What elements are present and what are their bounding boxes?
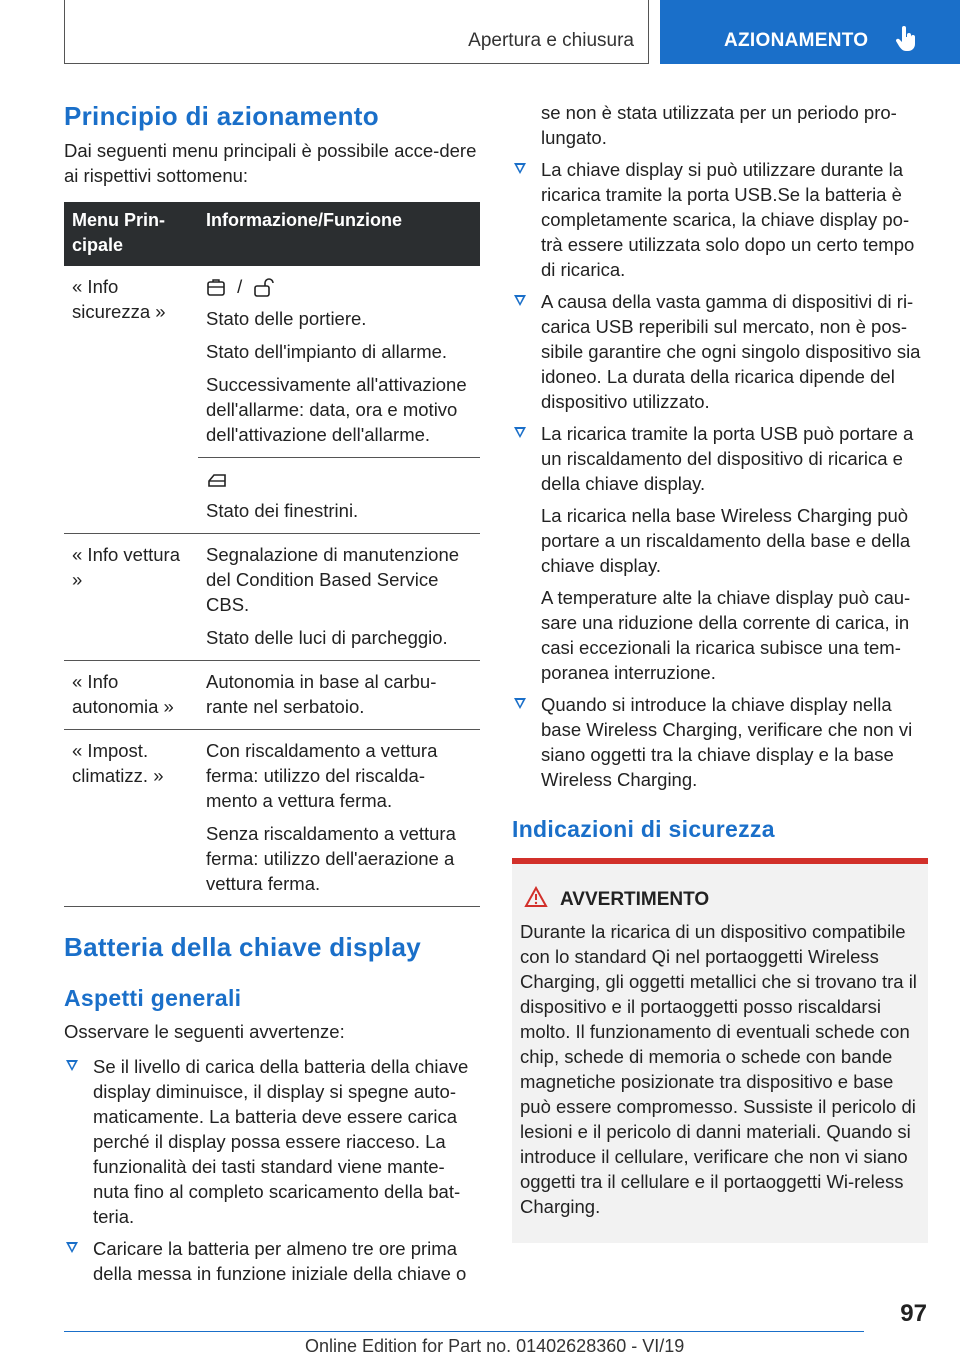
heading-battery: Batteria della chiave display (64, 932, 421, 962)
list-item: La ricarica tramite la porta USB può portare a un riscaldamento del dispositivo di ricarica e della chiave display. La ricarica nella base Wireless Charging può portare a un riscaldamento della base e della chiave display. A temperature alte la chiave display può cau-sare una riduzione della corrente di carica, in casi eccezionali la ricarica subisce una tem-poranea interruzione. (512, 421, 928, 685)
chapter-tab (64, 0, 649, 64)
list-item: Se il livello di carica della batteria della chiave display diminuisce, il display si spegne auto-maticamente. La batteria deve essere carica perché il display possa essere riacceso. La funzionalità dei tasti standard viene mante-nuta fino al completo scaricamento della bat-teria. (64, 1054, 480, 1229)
table-row (64, 730, 480, 907)
info-line: Senza riscaldamento a vettura ferma: utilizzo dell'aerazione a vettura ferma. (206, 823, 456, 894)
info-line: Stato delle portiere. (206, 308, 367, 329)
list-item: La chiave display si può utilizzare durante la ricarica tramite la porta USB.Se la batteria è completamente scarica, la chiave display po-trà essere utilizzata solo dopo un certo tempo di ricarica. (512, 157, 928, 282)
info-line: Autonomia in base al carbu-rante nel serbatoio. (206, 671, 437, 717)
intro-text: Dai seguenti menu principali è possibile acce-dere ai rispettivi sottomenu: (64, 140, 477, 186)
section-title: AZIONAMENTO (724, 30, 869, 51)
warning-title: AVVERTIMENTO (560, 889, 710, 910)
triangle-bullet-icon (514, 295, 526, 306)
table-cell-menu: « Info sicurezza » (64, 266, 198, 534)
triangle-bullet-icon (66, 1242, 78, 1253)
table-row (64, 661, 480, 730)
table-cell-info (198, 266, 480, 458)
section-tab (660, 0, 960, 64)
door-open-icon (253, 278, 279, 298)
table-header-menu: Menu Prin-cipale (64, 202, 198, 266)
table-cell-info (198, 534, 480, 661)
info-line: Stato dei finestrini. (206, 500, 359, 521)
table-cell-info (198, 458, 480, 534)
list-item: Quando si introduce la chiave display nella base Wireless Charging, verificare che non vi siano oggetti tra la chiave display e la base Wireless Charging. (512, 692, 928, 792)
footer-divider (64, 1331, 864, 1332)
triangle-bullet-icon (66, 1060, 78, 1071)
list-item: Caricare la batteria per almeno tre ore prima della messa in funzione iniziale della chiave o (64, 1236, 480, 1286)
heading-safety: Indicazioni di sicurezza (512, 816, 775, 842)
chapter-title: Apertura e chiusura (468, 30, 634, 51)
menu-table (64, 202, 480, 907)
warning-triangle-icon (524, 886, 548, 908)
bullet-list (64, 1054, 480, 1286)
warning-title-row (520, 886, 920, 913)
info-line: Stato delle luci di parcheggio. (206, 627, 448, 648)
heading-principle: Principio di azionamento (64, 101, 379, 131)
list-item: A causa della vasta gamma di dispositivi di ri-carica USB reperibili sul mercato, non è pos-sibile garantire che ogni singolo dispositivo sia idoneo. La durata della ricarica dipende del dispositivo utilizzato. (512, 289, 928, 414)
continued-text: se non è stata utilizzata per un periodo pro-lungato. (541, 102, 897, 148)
table-header-info: Informazione/Funzione (198, 202, 480, 266)
table-cell-info (198, 661, 480, 730)
right-column (512, 100, 928, 1243)
hand-pointer-icon (896, 26, 918, 52)
triangle-bullet-icon (514, 163, 526, 174)
heading-general: Aspetti generali (64, 985, 242, 1011)
triangle-bullet-icon (514, 698, 526, 709)
left-column (64, 100, 480, 1293)
observe-text: Osservare le seguenti avvertenze: (64, 1021, 345, 1042)
warning-text: Durante la ricarica di un dispositivo compatibile con lo standard Qi nel portaoggetti Wireless Charging, gli oggetti metallici che si trovano tra il dispositivo e il portaoggetti posso riscaldarsi molto. Il funzionamento di eventuali schede con chip, schede di memoria o schede con bande magnetiche posizionate tra dispositivo e base può essere compromesso. Sussiste il pericolo di lesioni e il pericolo di danni materiali. Quando si introduce il cellulare, verificare che non vi siano oggetti tra il cellulare e il portaoggetti Wi-reless Charging. (520, 921, 917, 1217)
warning-box (512, 858, 928, 1243)
table-cell-info (198, 730, 480, 907)
bullet-list (512, 157, 928, 792)
info-line: Segnalazione di manutenzione del Condition Based Service CBS. (206, 544, 460, 615)
door-lock-icon (206, 278, 226, 298)
table-cell-menu: « Info autonomia » (64, 661, 198, 730)
window-icon (206, 470, 228, 490)
table-row (64, 534, 480, 661)
icon-separator: / (237, 276, 243, 297)
table-cell-menu: « Impost. climatizz. » (64, 730, 198, 907)
triangle-bullet-icon (514, 427, 526, 438)
info-line: Stato dell'impianto di allarme. (206, 341, 448, 362)
page-number: 97 (900, 1300, 927, 1327)
info-line: Successivamente all'attivazione dell'allarme: data, ora e motivo dell'attivazione dell'allarme. (206, 374, 467, 445)
footer-edition: Online Edition for Part no. 01402628360 - VI/19 (305, 1336, 685, 1356)
table-row (64, 266, 480, 458)
info-line: Con riscaldamento a vettura ferma: utilizzo del riscalda-mento a vettura ferma. (206, 740, 438, 811)
table-cell-menu: « Info vettura » (64, 534, 198, 661)
